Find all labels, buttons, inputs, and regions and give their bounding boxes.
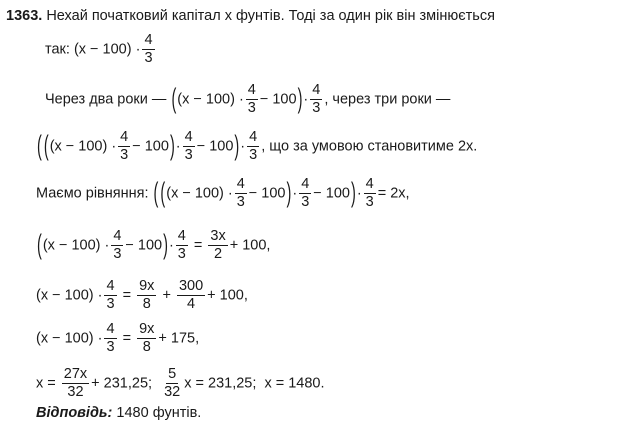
numerator: 27x xyxy=(63,366,88,382)
minus-100: − 100 xyxy=(313,185,350,202)
numerator: 4 xyxy=(249,129,258,145)
numerator: 9x xyxy=(139,278,155,294)
numerator: 9x xyxy=(139,321,155,337)
denominator: 4 xyxy=(187,296,196,312)
fraction-4-3 xyxy=(176,228,188,263)
denominator: 8 xyxy=(142,296,151,312)
denominator: 8 xyxy=(142,339,151,355)
denominator: 3 xyxy=(106,296,115,312)
lead-text: Маємо рівняння: xyxy=(36,185,149,202)
lead-text: так: xyxy=(45,41,70,58)
fraction-9x-8 xyxy=(137,321,156,356)
paren-close: ) xyxy=(234,131,240,162)
denominator: 3 xyxy=(113,246,122,262)
denominator: 32 xyxy=(164,384,181,400)
denominator: 3 xyxy=(120,147,129,163)
paren-open: ( xyxy=(37,131,42,162)
numerator: 4 xyxy=(301,176,310,192)
numerator: 4 xyxy=(236,176,245,192)
fraction-4-3 xyxy=(247,129,259,164)
fraction-4-3 xyxy=(104,278,116,313)
denominator: 3 xyxy=(184,147,193,163)
problem-number: 1363. xyxy=(6,8,43,24)
numerator: 4 xyxy=(177,228,186,244)
fraction-4-3 xyxy=(246,82,258,117)
equation-step-3: (x − 100) · $\frac{4}{3}$ = $\frac{9x}{8}$ + 175, xyxy=(36,321,200,355)
lead-text: Через два роки — xyxy=(45,91,167,108)
statement-text: Нехай початковий капітал x фунтів. Тоді за один рік він змінюється xyxy=(46,8,495,24)
denominator: 3 xyxy=(312,100,321,116)
paren-open: ( xyxy=(153,178,159,209)
fraction-3x-2 xyxy=(208,228,227,263)
fraction-4-3 xyxy=(183,129,195,164)
paren-close: ) xyxy=(163,230,168,261)
part-b: x = 231,25; xyxy=(184,375,257,392)
tail-text: + 100, xyxy=(229,237,271,254)
denominator: 3 xyxy=(247,100,256,116)
dot: · xyxy=(168,237,174,254)
answer-line xyxy=(36,403,201,423)
denominator: 3 xyxy=(177,246,186,262)
paren-close: ) xyxy=(297,84,303,115)
dot: · xyxy=(303,91,309,108)
paren-close: ) xyxy=(169,131,175,162)
tail-text: + 175, xyxy=(158,330,200,347)
minus-100: − 100 xyxy=(125,237,163,254)
fraction-300-4 xyxy=(177,278,205,313)
numerator: 5 xyxy=(168,366,177,382)
numerator: 4 xyxy=(312,82,321,98)
dot: · xyxy=(175,138,181,155)
expr-x-minus-100: (x − 100) · xyxy=(73,41,141,58)
minus-100: − 100 xyxy=(248,185,286,202)
fraction-5-32 xyxy=(162,366,182,401)
numerator: 4 xyxy=(113,228,122,244)
minus-100: − 100 xyxy=(259,91,297,108)
formula-two-years xyxy=(45,82,450,117)
paren-open: ( xyxy=(160,178,166,209)
numerator: 4 xyxy=(120,129,129,145)
fraction-4-3 xyxy=(118,129,130,164)
denominator: 32 xyxy=(67,384,84,400)
paren-open: ( xyxy=(37,230,42,261)
x-equals: x = xyxy=(36,375,56,392)
equals-2x: = 2x, xyxy=(377,185,410,202)
problem-statement-line-1 xyxy=(6,6,495,26)
mid-text: , через три роки — xyxy=(324,91,451,108)
equation-main xyxy=(36,176,410,211)
denominator: 3 xyxy=(106,339,115,355)
equation-step-2: (x − 100) · $\frac{4}{3}$ = $\frac{9x}{8}$ + $\frac{300}{4}$ + 100, xyxy=(36,278,248,312)
paren-open: ( xyxy=(43,131,49,162)
numerator: 300 xyxy=(178,278,204,294)
equation-step-1: ((x − 100) · $\frac{4}{3}$ − 100)· $\frac{4}{3}$ = $\frac{3x}{2}$ + 100, xyxy=(36,228,270,263)
answer-value: 1480 фунтів. xyxy=(116,405,202,421)
numerator: 4 xyxy=(365,176,374,192)
fraction-9x-8 xyxy=(137,278,156,313)
tail-text: + 100, xyxy=(207,287,248,304)
tail-text: , що за умовою становитиме 2x. xyxy=(261,138,478,155)
denominator: 3 xyxy=(301,194,310,210)
fraction-4-3 xyxy=(364,176,376,211)
numerator: 4 xyxy=(144,32,153,48)
numerator: 4 xyxy=(184,129,193,145)
denominator: 3 xyxy=(236,194,245,210)
fraction-4-3 xyxy=(104,321,116,356)
fraction-27x-32 xyxy=(62,366,89,401)
fraction-4-3 xyxy=(310,82,322,117)
expr-x-minus-100: (x − 100) · xyxy=(166,185,233,202)
answer-label: Відповідь: xyxy=(36,405,113,421)
denominator: 3 xyxy=(249,147,258,163)
dot: · xyxy=(240,138,246,155)
fraction-4-3 xyxy=(142,32,154,67)
numerator: 4 xyxy=(247,82,256,98)
fraction-4-3 xyxy=(299,176,311,211)
numerator: 3x xyxy=(210,228,226,244)
minus-100: − 100 xyxy=(132,138,169,155)
expr-x-minus-100: (x − 100) · xyxy=(177,91,244,108)
expr-x-minus-100: (x − 100) · xyxy=(36,287,103,304)
fraction-4-3 xyxy=(235,176,247,211)
numerator: 4 xyxy=(106,278,115,294)
paren-close: ) xyxy=(350,178,356,209)
denominator: 2 xyxy=(214,246,223,262)
paren-open: ( xyxy=(171,84,177,115)
paren-close: ) xyxy=(286,178,292,209)
expr-x-minus-100: (x − 100) · xyxy=(42,237,110,254)
part-a: + 231,25; xyxy=(91,375,153,392)
expr-x-minus-100: (x − 100) · xyxy=(36,330,103,347)
fraction-4-3 xyxy=(111,228,123,263)
denominator: 3 xyxy=(144,50,153,66)
numerator: 4 xyxy=(106,321,115,337)
formula-three-years xyxy=(36,129,477,164)
equation-solution xyxy=(36,366,325,401)
formula-one-year xyxy=(45,32,157,67)
dot: · xyxy=(292,185,298,202)
minus-100: − 100 xyxy=(196,138,234,155)
denominator: 3 xyxy=(365,194,374,210)
expr-x-minus-100: (x − 100) · xyxy=(49,138,117,155)
part-c: x = 1480. xyxy=(264,375,325,392)
dot: · xyxy=(356,185,362,202)
